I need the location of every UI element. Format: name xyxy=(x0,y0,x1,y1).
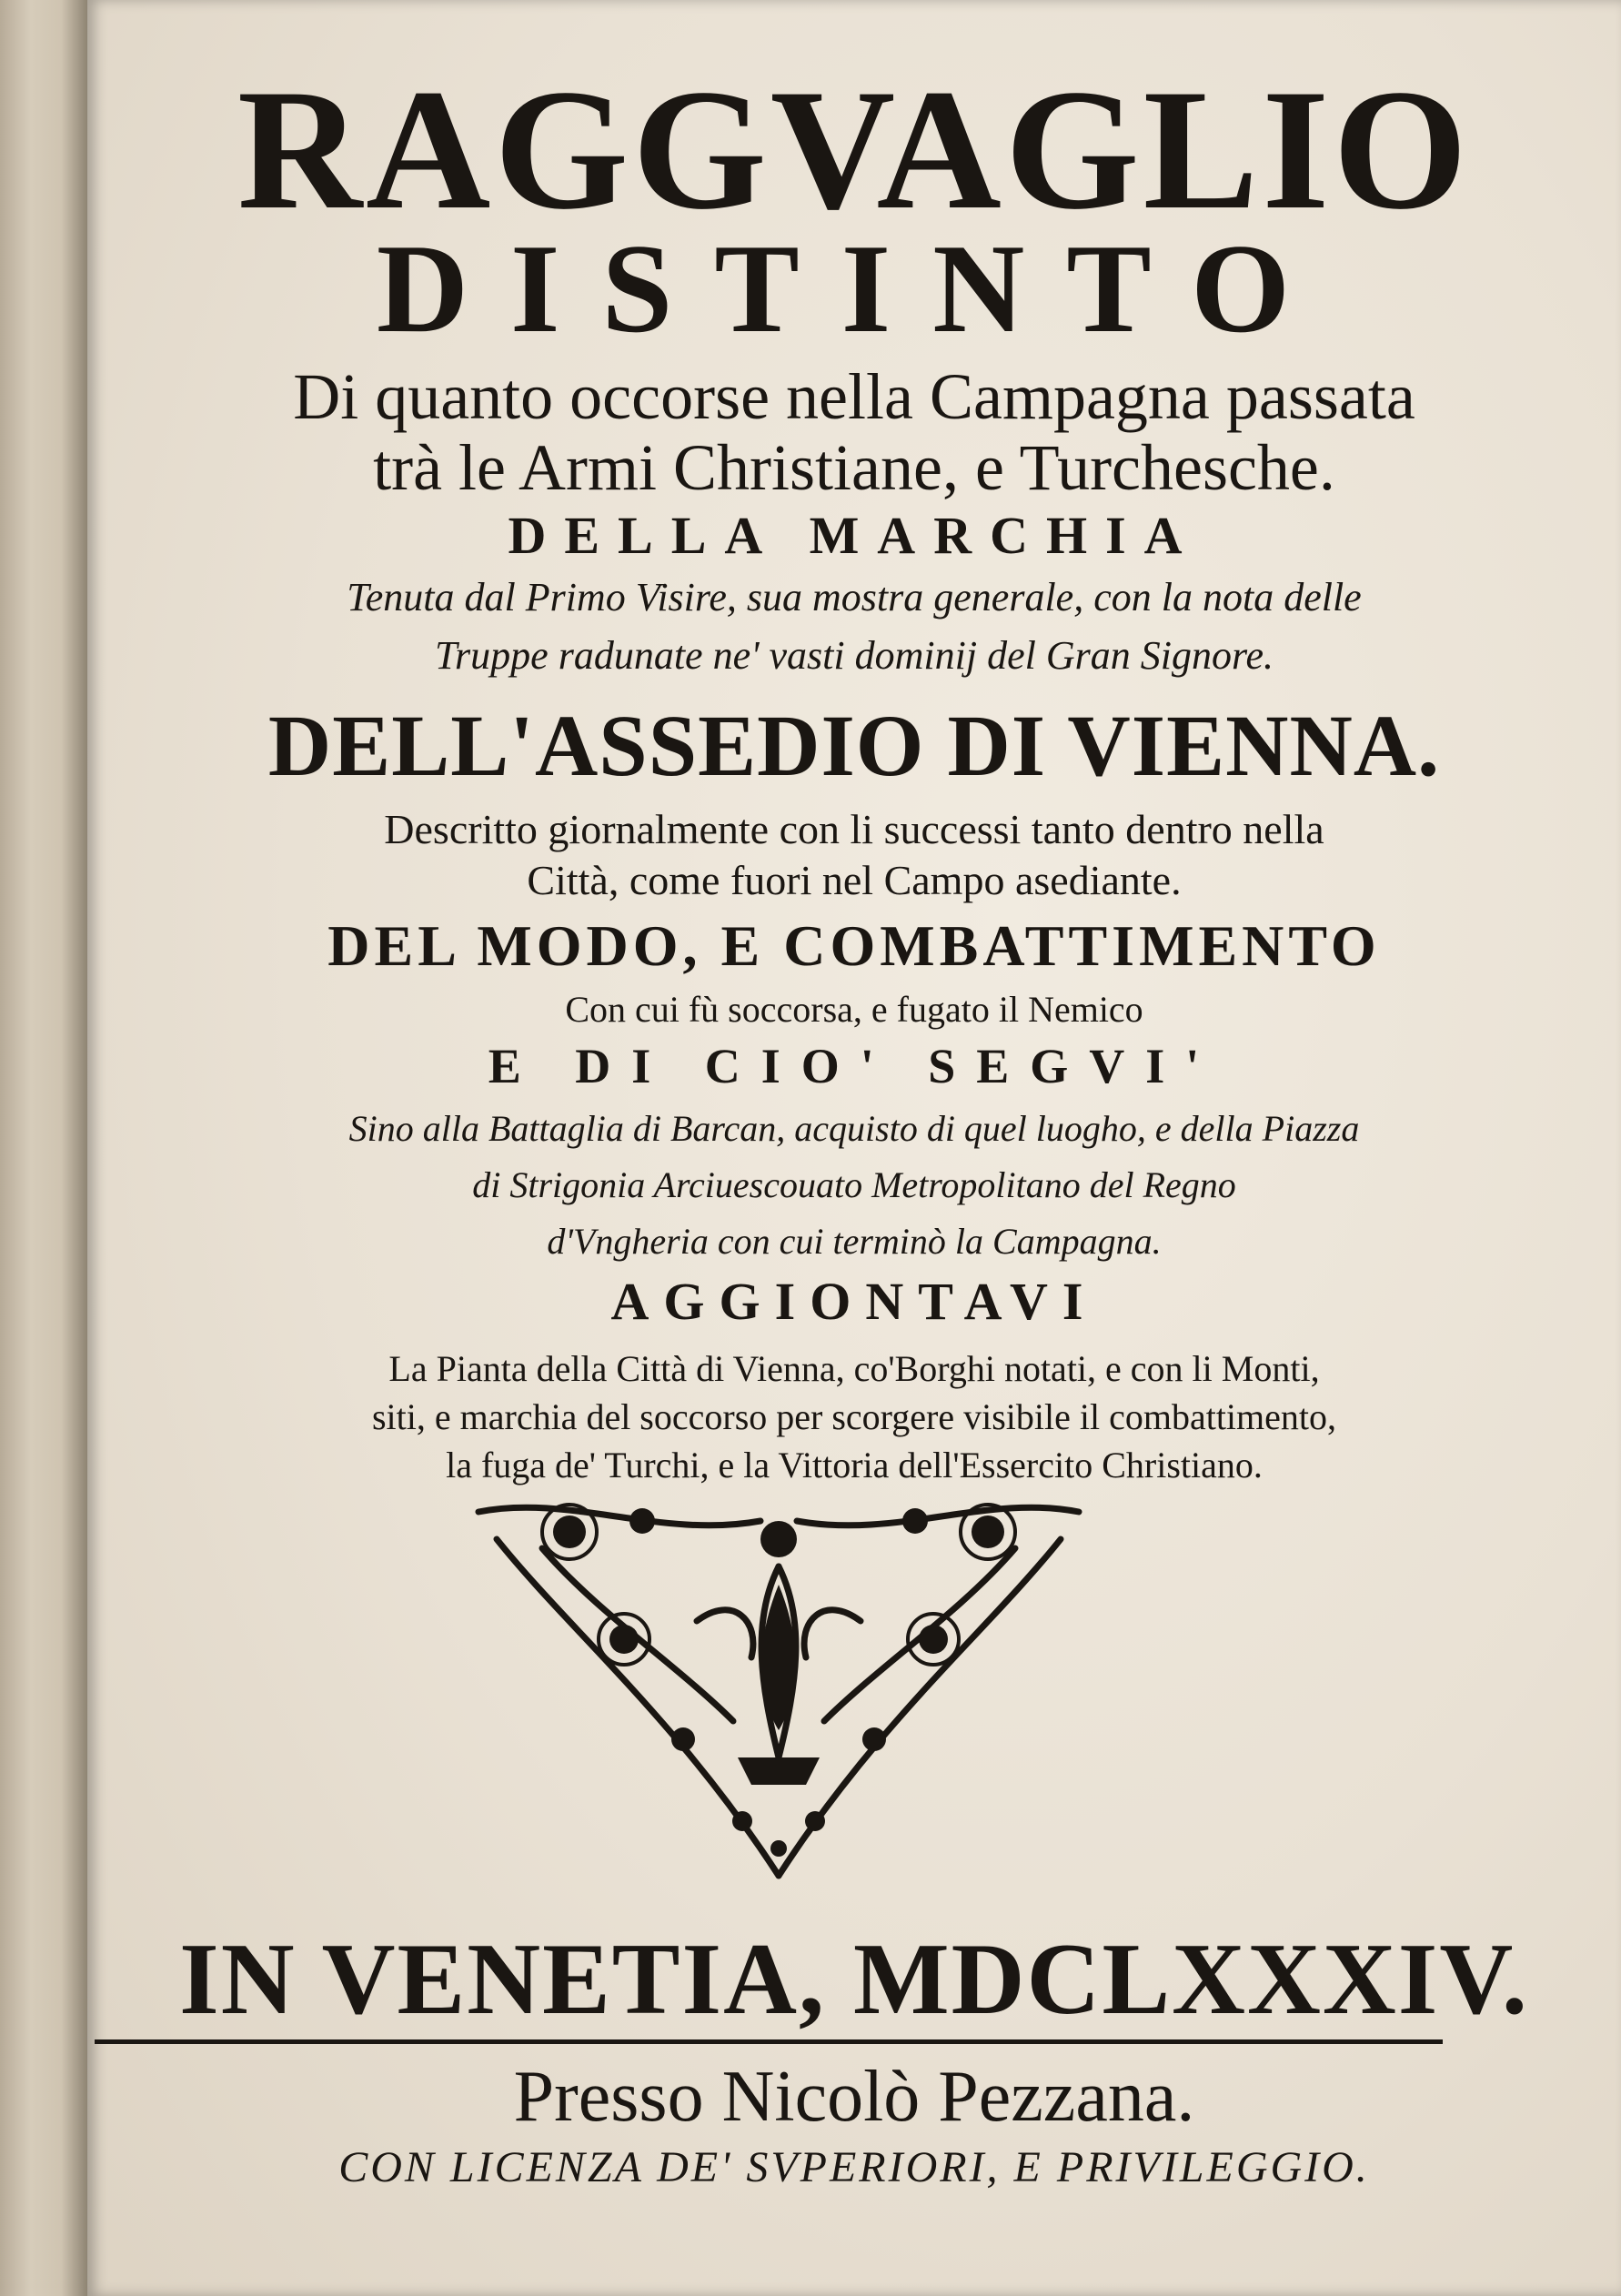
section-aggiontavi-heading: AGGIONTAVI xyxy=(610,1272,1098,1331)
intro-line-1: Di quanto occorse nella Campagna passata xyxy=(293,360,1415,433)
modo-desc: Con cui fù soccorsa, e fugato il Nemico xyxy=(565,989,1143,1030)
section-marchia-heading: DELLA MARCHIA xyxy=(508,506,1201,565)
assedio-desc-line-2: Città, come fuori nel Campo asediante. xyxy=(527,857,1182,903)
printer-name: Presso Nicolò Pezzana. xyxy=(513,2057,1195,2137)
horizontal-rule xyxy=(95,2039,1443,2044)
title-main: RAGGVAGLIO xyxy=(237,55,1472,246)
section-segui-heading: E DI CIO' SEGVI' xyxy=(488,1039,1221,1093)
floral-tailpiece-ornament-icon xyxy=(460,1485,1097,1889)
assedio-desc-line-1: Descritto giornalmente con li successi tanto dentro nella xyxy=(384,806,1324,852)
segui-desc-line-1: Sino alla Battaglia di Barcan, acquisto di quel luogho, e della Piazza xyxy=(348,1108,1360,1149)
aggiontavi-desc-line-3: la fuga de' Turchi, e la Vittoria dell'Essercito Christiano. xyxy=(446,1445,1263,1485)
imprint-place-date: IN VENETIA, MDCLXXXIV. xyxy=(179,1923,1529,2036)
marchia-desc-line-1: Tenuta dal Primo Visire, sua mostra generale, con la nota delle xyxy=(347,575,1362,619)
section-modo-heading: DEL MODO, E COMBATTIMENTO xyxy=(327,913,1381,978)
segui-desc-line-3: d'Vngheria con cui terminò la Campagna. xyxy=(547,1221,1162,1262)
title-page xyxy=(87,0,1621,2296)
intro-line-2: trà le Armi Christiane, e Turchesche. xyxy=(373,431,1335,504)
marchia-desc-line-2: Truppe radunate ne' vasti dominij del Gran Signore. xyxy=(435,633,1274,678)
book-spine-edge xyxy=(0,0,87,2296)
aggiontavi-desc-line-2: siti, e marchia del soccorso per scorgere visibile il combattimento, xyxy=(371,1396,1337,1437)
title-sub: DISTINTO xyxy=(376,218,1333,359)
license-line: CON LICENZA DE' SVPERIORI, E PRIVILEGGIO. xyxy=(338,2143,1370,2191)
aggiontavi-desc-line-1: La Pianta della Città di Vienna, co'Borghi notati, e con li Monti, xyxy=(388,1348,1320,1389)
segui-desc-line-2: di Strigonia Arciuescouato Metropolitano del Regno xyxy=(472,1164,1236,1205)
section-assedio-heading: DELL'ASSEDIO DI VIENNA. xyxy=(267,697,1441,794)
